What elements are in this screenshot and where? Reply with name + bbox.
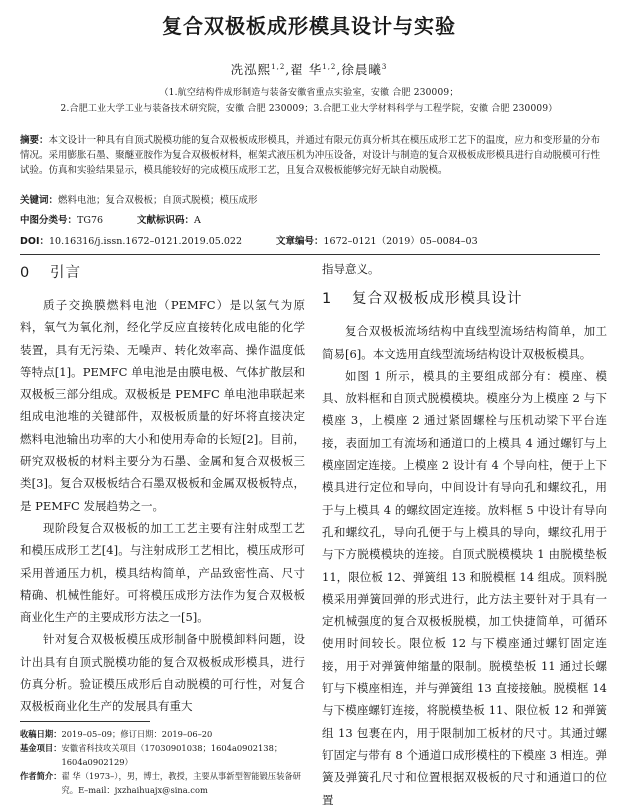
author-affil-mark: 1,2 (271, 62, 286, 71)
footnote-received (20, 727, 305, 741)
body-paragraph: 复合双极板流场结构中直线型流场结构简单，加工简易[6]。本文选用直线型流场结构设计双极板模具。 (322, 324, 607, 361)
doc-code-value: A (194, 215, 201, 226)
section-number: 1 (322, 291, 333, 308)
section-title: 引言 (50, 265, 81, 281)
footnote-text: 2019–05–09；修订日期：2019–06–20 (61, 729, 213, 739)
section-number: 0 (20, 265, 31, 281)
footnote-label: 收稿日期： (20, 729, 62, 739)
section-heading-intro (20, 262, 305, 284)
footnote-label: 作者简介： (20, 771, 62, 781)
footnote-text: 安徽省科技攻关项目（17030901038；1604a0902138；1604a0902129） (61, 743, 283, 767)
doc-code-label: 文献标识码： (137, 215, 195, 226)
footnotes (20, 727, 305, 797)
footnote-fund (20, 741, 305, 769)
footnote-divider (20, 721, 150, 722)
body-paragraph: 现阶段复合双极板的加工工艺主要有注射成型工艺和模压成形工艺[4]。与注射成形工艺相比，模压成形可采用普通压力机，模具结构简单，产品致密性高、尺寸精确、机械性能好。可将模压成形方法作为复合双极板商业化生产的主要成形方法之一[5]。 (20, 520, 305, 625)
author-line: 冼泓熙$^{1,2}$,翟 华$^{1,2}$,徐晨曦$^3$ (230, 62, 388, 77)
footnote-author (20, 769, 305, 797)
doi-label: DOI： (20, 236, 49, 247)
paper-title: 复合双极板成形模具设计与实验 (162, 14, 456, 38)
body-paragraph: 针对复合双极板模压成形制备中脱模卸料问题，设计出具有自顶式脱模功能的复合双极板成形模具，进行仿真分析。验证模压成形后自动脱模的可行性，对复合双极板商业化生产的发展具有重大 (20, 632, 305, 714)
author-name: 冼泓熙 (230, 62, 272, 77)
author-affil-mark: 1,2 (322, 62, 337, 71)
author-name: 翟 华 (290, 62, 323, 77)
doi-line (20, 234, 600, 249)
left-column (20, 258, 305, 718)
abstract-label: 摘要： (20, 135, 49, 146)
footnote-label: 基金项目： (20, 743, 62, 753)
affiliation-line: （1.航空结构件成形制造与装备安徽省重点实验室，安徽 合肥 230009； (159, 88, 459, 98)
section-title: 复合双极板成形模具设计 (352, 291, 523, 308)
body-paragraph: 如图 1 所示，模具的主要组成部分有：模座、模具、放料框和自顶式脱模模块。模座分为上模座 2 与下模座 3，上模座 2 通过紧固螺栓与压机动梁下平台连接，表面加工有流场和通道口的上模具 4 通过螺钉与上模座固定连接。上模座 2 设计有 4 个导向柱，便于上下模具进行定位和导向，中间设计有导向孔和螺纹孔，用于与上模具 4 的螺纹固定连接。放料框 5 中设计有导向孔和螺纹孔，导向孔便于与上模具的导向，螺纹孔用于与下方脱模模块的连接。自顶式脱模模块 1 由脱模垫板 11，限位板 12、弹簧组 13 和脱模框 14 组成。顶料脱模采用弹簧回弹的形式进行，此方法主要针对于具有一定机械强度的复合双极板脱模，加工快捷简单，可循环使用时间较长。限位板 12 与下模座通过螺钉固定连接，用于对弹簧伸缩量的限制。脱模垫板 11 通过长螺钉与下模座相连，并与弹簧组 13 直接接触。脱模框 14 与下模座螺钉连接，将脱模垫板 11、限位板 12 和弹簧组 13 包裹在内，用于限制加工板材的尺寸。其通过螺钉固定与带有 8 个通道口成形模柱的下模座 3 相连。弹簧及弹簧孔尺寸和位置根据双极板的尺寸和通道口的位置 (322, 368, 607, 807)
right-column (322, 258, 607, 811)
keywords-text: 燃料电池；复合双极板；自顶式脱模；模压成形 (58, 195, 258, 206)
body-paragraph: 质子交换膜燃料电池（PEMFC）是以氢气为原料，氧气为氧化剂，经化学反应直接转化成电能的化学装置，具有无污染、无噪声、转化效率高、操作温度低等特点[1]。PEMFC 单电池是由膜电极、气体扩散层和双极板三部分组成。双极板是 PEMFC 单电池串联起来组成电池堆的关键部件，双极板质量的好坏将直接决定燃料电池输出功率的大小和使用寿命的长短[2]。目前，研究双极板的材料主要分为石墨、金属和复合双极板三类[3]。复合双极板结合石墨双极板和金属双极板特点，是 PEMFC 发展趋势之一。 (20, 298, 305, 513)
keywords (20, 193, 600, 208)
classification (20, 213, 600, 228)
article-number-value: 1672–0121（2019）05–0084–03 (323, 236, 478, 247)
author-name: 徐晨曦 (341, 62, 382, 77)
body-paragraph: 指导意义。 (322, 262, 380, 276)
author-affil-mark: 3 (381, 62, 388, 71)
affiliation-line: 2.合肥工业大学工业与装备技术研究院，安徽 合肥 230009；3.合肥工业大学材料科学与工程学院，安徽 合肥 230009） (60, 104, 558, 114)
abstract (20, 133, 600, 178)
article-number-label: 文章编号： (275, 236, 324, 247)
section-heading-1 (322, 288, 607, 310)
header-divider (20, 254, 600, 255)
abstract-text: 本文设计一种具有自顶式脱模功能的复合双极板成形模具，并通过有限元仿真分析其在模压成形工艺下的温度，应力和变形量的分布情况。采用膨胀石墨、聚醚亚胺作为复合双极板材料，框架式液压机为冲压设备，对设计与制造的复合双极板成形模具进行自动脱模可行性试验。仿真和实验结果显示，模具能较好的完成模压成形工艺，且复合双极板能够完好无缺自动脱模。 (20, 135, 600, 176)
doi-value: 10.16316/j.issn.1672–0121.2019.05.022 (49, 236, 242, 247)
clc-label: 中图分类号： (20, 215, 78, 226)
keywords-label: 关键词： (20, 195, 59, 206)
footnote-text: 翟 华（1973–），男，博士，教授，主要从事新型智能锻压装备研究。E–mail：jxzhaihuajx@sina.com (61, 771, 301, 795)
clc-value: TG76 (77, 215, 104, 226)
